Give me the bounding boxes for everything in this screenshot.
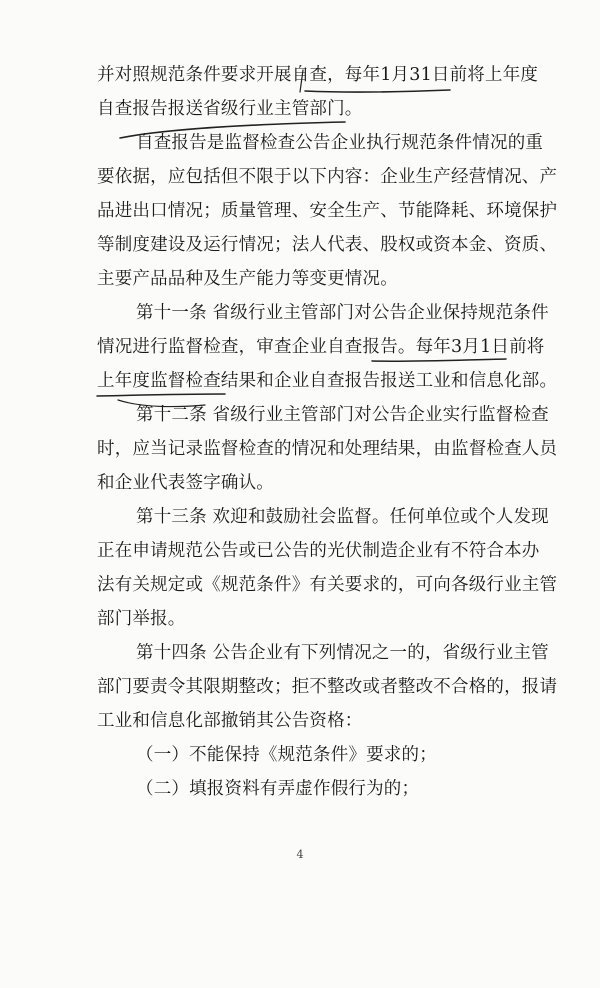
article-13-line-2: 正在申请规范公告或已公告的光伏制造企业有不符合本办 bbox=[97, 541, 540, 561]
article-13-line-4: 部门举报。 bbox=[97, 609, 186, 629]
underline-deadline-mar bbox=[372, 359, 506, 361]
article-11-line-2: 情况进行监督检查，审查企业自查报告。每年3月1日前将 bbox=[97, 337, 545, 357]
text-line-7: 主要产品品种及生产能力等变更情况。 bbox=[97, 269, 398, 289]
text-line-3: 自查报告是监督检查公告企业执行规范条件情况的重 bbox=[136, 133, 544, 153]
text-line-1: 并对照规范条件要求开展自查，每年1月31日前将上年度 bbox=[97, 65, 539, 85]
article-14-line-3: 工业和信息化部撤销其公告资格： bbox=[97, 711, 363, 731]
article-12-line-1: 第十二条 省级行业主管部门对公告企业实行监督检查 bbox=[136, 405, 549, 425]
text-line-5: 品进出口情况；质量管理、安全生产、节能降耗、环境保护 bbox=[97, 201, 558, 221]
article-12-line-2: 时，应当记录监督检查的情况和处理结果，由监督检查人员 bbox=[97, 439, 558, 459]
text-line-4: 要依据，应包括但不限于以下内容：企业生产经营情况、产 bbox=[97, 167, 558, 187]
page-number: 4 bbox=[296, 848, 304, 861]
article-12-line-3: 和企业代表签字确认。 bbox=[97, 473, 274, 493]
text-line-2: 自查报告报送省级行业主管部门。 bbox=[97, 99, 363, 119]
article-14-line-1: 第十四条 公告企业有下列情况之一的，省级行业主管 bbox=[136, 643, 549, 663]
article-13-line-3: 法有关规定或《规范条件》有关要求的，可向各级行业主管 bbox=[97, 575, 558, 595]
text-line-6: 等制度建设及运行情况；法人代表、股权或资本金、资质、 bbox=[97, 235, 558, 255]
article-14-item-1: （一）不能保持《规范条件》要求的； bbox=[136, 745, 437, 765]
underline-deadline-jan bbox=[305, 90, 450, 92]
article-11-line-1: 第十一条 省级行业主管部门对公告企业保持规范条件 bbox=[136, 303, 549, 323]
article-13-line-1: 第十三条 欢迎和鼓励社会监督。任何单位或个人发现 bbox=[136, 507, 549, 527]
article-11-line-3: 上年度监督检查结果和企业自查报告报送工业和信息化部。 bbox=[97, 371, 558, 391]
article-14-item-2: （二）填报资料有弄虚作假行为的； bbox=[136, 779, 420, 799]
article-14-line-2: 部门要责令其限期整改；拒不整改或者整改不合格的，报请 bbox=[97, 677, 558, 697]
underline-annual-inspection bbox=[97, 394, 225, 396]
